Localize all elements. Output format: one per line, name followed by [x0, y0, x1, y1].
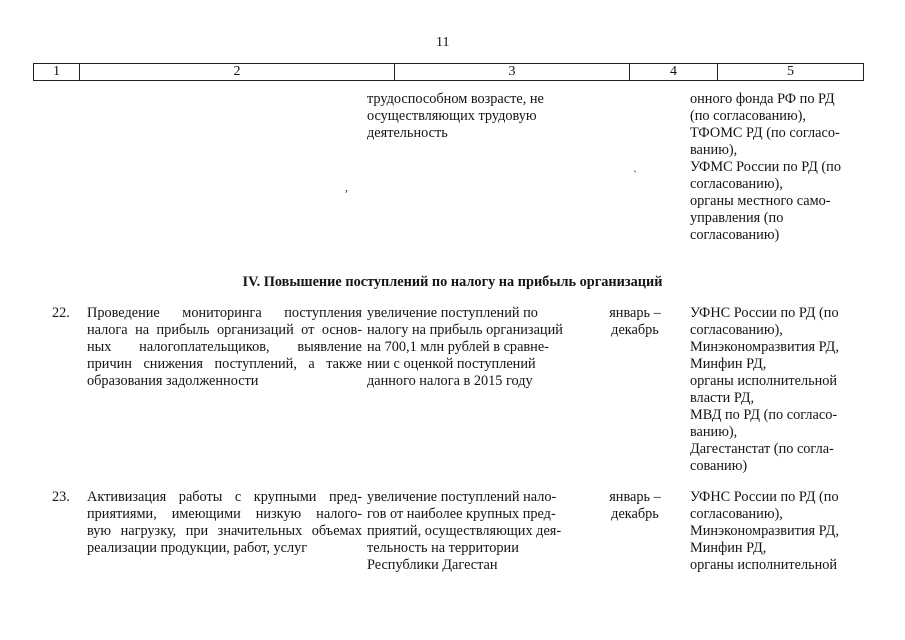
column-header-row [33, 63, 864, 81]
row-23-responsible [690, 489, 839, 574]
text-line: Проведение мониторинга поступления [87, 305, 362, 321]
text-line: (по согласованию), [690, 108, 806, 124]
text-line: трудоспособном возрасте, не [367, 91, 544, 107]
text-line: реализации продукции, работ, услуг [87, 540, 308, 556]
column-3-header: 3 [395, 64, 630, 81]
text-line: налога на прибыль организаций от основ- [87, 322, 362, 338]
row-22-responsible [690, 305, 839, 475]
row-22-number: 22. [52, 305, 70, 321]
text-line: ванию), [690, 142, 738, 158]
text-line: январь – [609, 305, 661, 321]
row-22-result [367, 305, 563, 390]
column-1-header: 1 [34, 64, 80, 81]
text-line: управления (по [690, 210, 784, 226]
continuation-result [367, 91, 544, 142]
text-line: осуществляющих трудовую [367, 108, 537, 124]
text-line: на 700,1 млн рублей в сравне- [367, 339, 549, 355]
text-line: данного налога в 2015 году [367, 373, 533, 389]
text-line: тельность на территории [367, 540, 519, 556]
text-line: Минфин РД, [690, 356, 767, 372]
text-line: сованию) [690, 458, 748, 474]
text-line: согласованию), [690, 322, 783, 338]
text-line: органы местного само- [690, 193, 831, 209]
text-line: Минэкономразвития РД, [690, 523, 839, 539]
text-line: вую нагрузку, при значительных объемах [87, 523, 362, 539]
text-line: органы исполнительной [690, 373, 838, 389]
text-line: декабрь [611, 322, 659, 338]
text-line: МВД по РД (по согласо- [690, 407, 838, 423]
text-line: онного фонда РФ по РД [690, 91, 835, 107]
row-22-measure [87, 305, 362, 390]
text-line: власти РД, [690, 390, 755, 406]
text-line: налогу на прибыль организаций [367, 322, 563, 338]
row-23-period [604, 489, 666, 523]
page-number: 11 [436, 35, 450, 50]
row-23-number: 23. [52, 489, 70, 505]
text-line: деятельность [367, 125, 448, 141]
text-line: увеличение поступлений по [367, 305, 538, 321]
text-line: УФМС России по РД (по [690, 159, 841, 175]
text-line: приятий, осуществляющих дея- [367, 523, 562, 539]
text-line: согласованию) [690, 227, 780, 243]
text-line: Минфин РД, [690, 540, 767, 556]
row-23-measure [87, 489, 362, 557]
text-line: Республики Дагестан [367, 557, 498, 573]
text-line: органы исполнительной [690, 557, 838, 573]
section-title: IV. Повышение поступлений по налогу на прибыль организаций [242, 274, 663, 290]
text-line: УФНС России по РД (по [690, 489, 839, 505]
text-line: Активизация работы с крупными пред- [87, 489, 362, 505]
text-line: причин снижения поступлений, а также [87, 356, 362, 372]
text-line: УФНС России по РД (по [690, 305, 839, 321]
text-line: согласованию), [690, 506, 783, 522]
column-5-header: 5 [718, 64, 864, 81]
text-line: Дагестанстат (по согла- [690, 441, 834, 457]
stray-comma-mark: , [345, 180, 348, 194]
column-4-header: 4 [630, 64, 718, 81]
continuation-responsible [690, 91, 841, 244]
text-line: образования задолженности [87, 373, 259, 389]
text-line: ных налогоплательщиков, выявление [87, 339, 362, 355]
row-22-period [604, 305, 666, 339]
text-line: увеличение поступлений нало- [367, 489, 557, 505]
text-line: согласованию), [690, 176, 783, 192]
text-line: январь – [609, 489, 661, 505]
text-line: Минэкономразвития РД, [690, 339, 839, 355]
text-line: декабрь [611, 506, 659, 522]
text-line: ТФОМС РД (по согласо- [690, 125, 840, 141]
text-line: нии с оценкой поступлений [367, 356, 536, 372]
stray-tick-mark: ` [633, 168, 637, 182]
row-23-result [367, 489, 561, 574]
column-2-header: 2 [80, 64, 395, 81]
text-line: гов от наиболее крупных пред- [367, 506, 556, 522]
text-line: ванию), [690, 424, 738, 440]
text-line: приятиями, имеющими низкую налого- [87, 506, 362, 522]
